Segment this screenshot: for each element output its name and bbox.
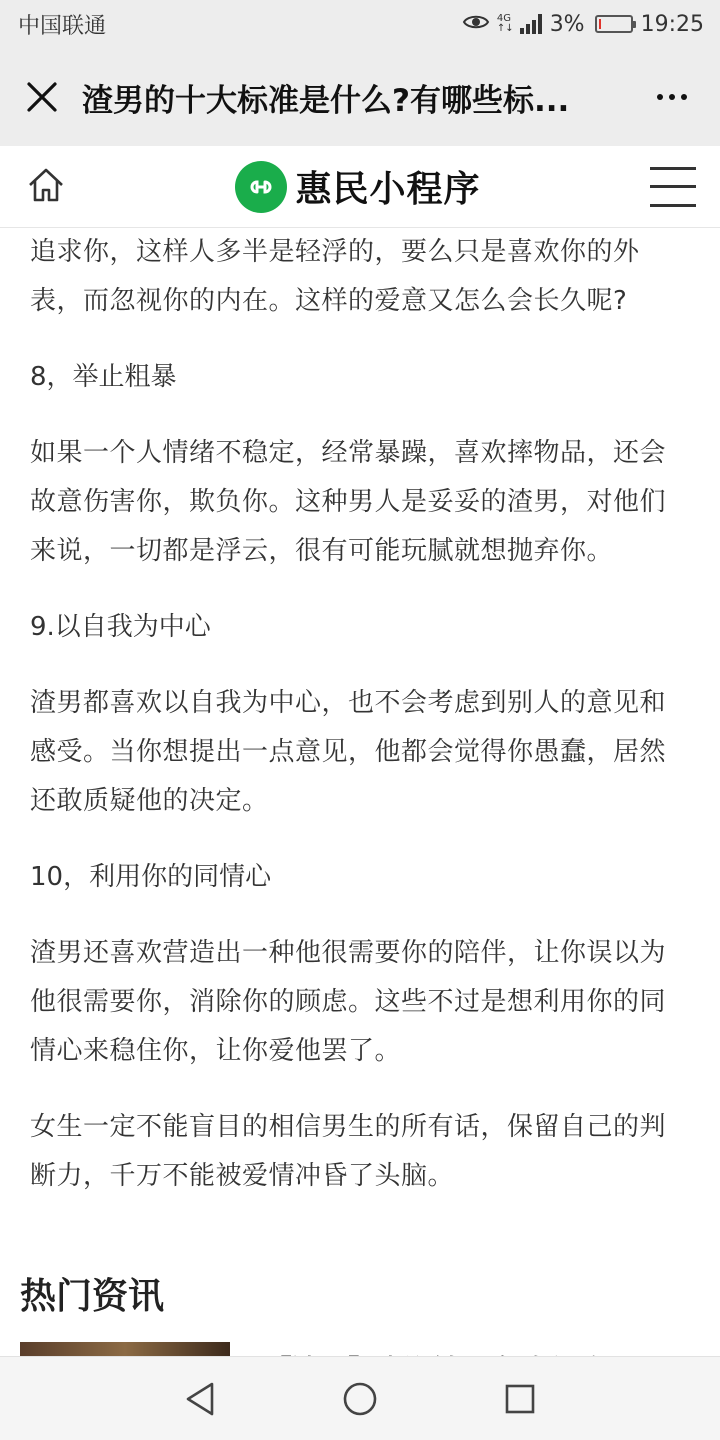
recents-button[interactable] xyxy=(490,1369,550,1429)
home-circle-icon xyxy=(342,1381,378,1417)
network-type-label: 4G xyxy=(496,13,512,24)
section-heading: 9.以自我为中心 xyxy=(30,612,211,642)
battery-fill xyxy=(599,19,601,29)
section-heading: 10，利用你的同情心 xyxy=(30,862,272,892)
title-bar xyxy=(0,48,720,146)
home-icon xyxy=(26,165,66,205)
miniprogram-logo-icon xyxy=(235,161,287,213)
section-heading: 8，举止粗暴 xyxy=(30,362,177,392)
home-button[interactable] xyxy=(26,165,66,209)
system-nav-bar xyxy=(0,1356,720,1440)
more-button[interactable] xyxy=(644,75,700,119)
more-icon-dot xyxy=(657,94,663,100)
close-button[interactable] xyxy=(20,75,64,119)
site-header xyxy=(0,146,720,228)
site-logo-text: 惠民小程序 xyxy=(295,168,481,210)
status-icons xyxy=(463,12,704,37)
article-body xyxy=(30,228,690,1201)
article-paragraph: 渣男都喜欢以自我为中心，也不会考虑到别人的意见和感受。当你想提出一点意见，他都会觉得你愚蠢，居然还敢质疑他的决定。 xyxy=(30,688,667,816)
carrier-label: 中国联通 xyxy=(18,13,107,39)
menu-button[interactable] xyxy=(650,167,696,207)
clock: 19:25 xyxy=(640,11,704,37)
article-paragraph: 如果一个人情绪不稳定，经常暴躁，喜欢摔物品，还会故意伤害你，欺负你。这种男人是妥妥的渣男，对他们来说，一切都是浮云，很有可能玩腻就想抛弃你。 xyxy=(30,438,667,566)
signal-icon xyxy=(520,14,542,34)
network-type-icon xyxy=(497,14,514,34)
close-icon xyxy=(26,81,58,113)
site-logo[interactable] xyxy=(235,161,480,213)
more-icon-dot xyxy=(681,94,687,100)
article-paragraph: 追求你，这样人多半是轻浮的，要么只是喜欢你的外表，而忽视你的内在。这样的爱意又怎么会长久呢? xyxy=(30,237,640,316)
hamburger-icon-line xyxy=(650,204,696,207)
hot-news-title: 热门资讯 xyxy=(20,1276,165,1317)
eye-icon xyxy=(463,12,489,37)
network-activity-label: ↑↓ xyxy=(496,23,514,34)
back-button[interactable] xyxy=(170,1369,230,1429)
battery-icon xyxy=(595,15,633,33)
article-paragraph: 女生一定不能盲目的相信男生的所有话，保留自己的判断力，千万不能被爱情冲昏了头脑。 xyxy=(30,1112,667,1191)
hamburger-icon-line xyxy=(650,185,696,188)
page-title: 渣男的十大标准是什么?有哪些标... xyxy=(82,82,570,119)
battery-percent: 3% xyxy=(549,11,585,37)
more-icon-dot xyxy=(669,94,675,100)
status-bar xyxy=(0,0,720,48)
back-triangle-icon xyxy=(184,1381,216,1417)
article-paragraph: 渣男还喜欢营造出一种他很需要你的陪伴，让你误以为他很需要你，消除你的顾虑。这些不过是想利用你的同情心来稳住你，让你爱他罢了。 xyxy=(30,938,667,1066)
hamburger-icon-line xyxy=(650,167,696,170)
home-nav-button[interactable] xyxy=(330,1369,390,1429)
recents-square-icon xyxy=(504,1383,536,1415)
